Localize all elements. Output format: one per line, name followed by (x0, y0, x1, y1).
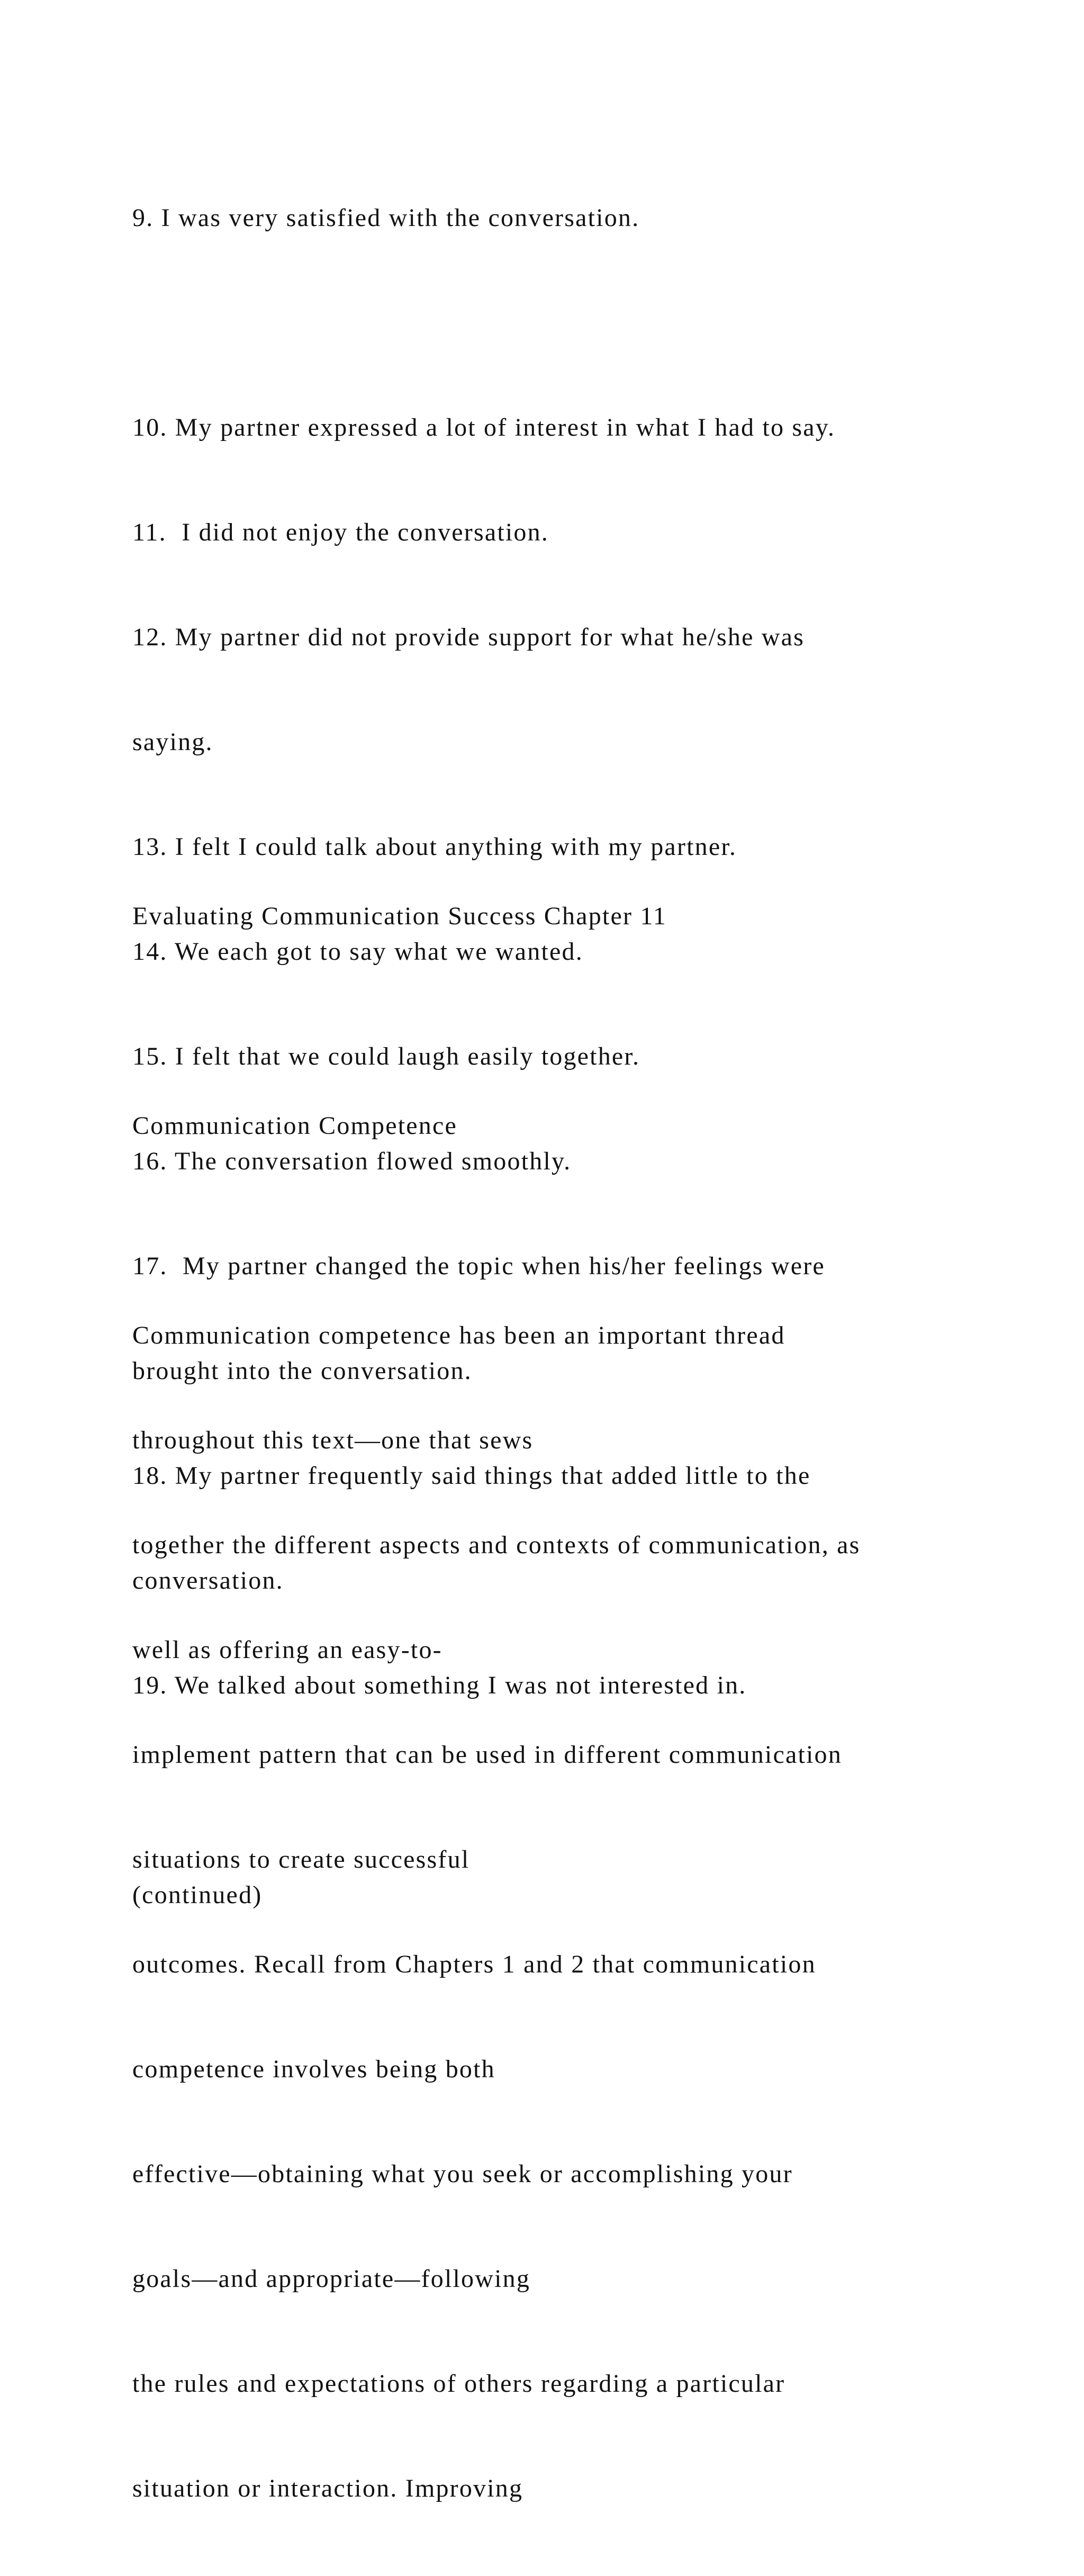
paragraph-line: together the different aspects and contexts of communication, as (132, 1531, 861, 1559)
survey-item-continuation: brought into the conversation. (132, 1357, 472, 1385)
paragraph-line: goals—and appropriate—following (132, 2265, 531, 2293)
continued-note: (continued) (132, 1881, 263, 1909)
chapter-section (132, 829, 990, 2576)
survey-item: 13. I felt I could talk about anything with my partner. (132, 833, 737, 861)
blank-line (132, 1213, 990, 1248)
survey-item: 19. We talked about something I was not interested in. (132, 1671, 747, 1699)
survey-item: 17. My partner changed the topic when his/her feelings were (132, 1252, 825, 1280)
paragraph-line: implement pattern that can be used in different communication (132, 1741, 842, 1769)
survey-item-continuation: saying. (132, 728, 213, 756)
survey-item: 12. My partner did not provide support for what he/she was (132, 623, 805, 651)
paragraph-line: throughout this text—one that sews (132, 1426, 534, 1454)
paragraph-line: Communication competence has been an important thread (132, 1321, 785, 1349)
paragraph-line: well as offering an easy-to- (132, 1636, 442, 1664)
blank-line (132, 1004, 990, 1039)
section-heading: Communication Competence (132, 1112, 458, 1140)
survey-item: 9. I was very satisfied with the conversation. (132, 204, 640, 232)
survey-item: 10. My partner expressed a lot of interest in what I had to say. (132, 413, 836, 442)
survey-item: 15. I felt that we could laugh easily together. (132, 1042, 640, 1070)
paragraph-line: effective—obtaining what you seek or accomplishing your (132, 2160, 793, 2188)
running-head: Evaluating Communication Success Chapter 11 (132, 902, 667, 930)
survey-item: 11. I did not enjoy the conversation. (132, 518, 549, 546)
survey-item: 16. The conversation flowed smoothly. (132, 1147, 572, 1175)
survey-item: 18. My partner frequently said things that added little to the (132, 1462, 811, 1490)
paragraph-line: the rules and expectations of others regarding a particular (132, 2370, 785, 2398)
paragraph-line: competence involves being both (132, 2055, 495, 2083)
paragraph-line: situation or interaction. Improving (132, 2474, 523, 2502)
blank-line (132, 305, 990, 340)
paragraph-line: situations to create successful (132, 1845, 470, 1874)
paragraph-line: outcomes. Recall from Chapters 1 and 2 that communication (132, 1950, 816, 1978)
survey-item: 14. We each got to say what we wanted. (132, 938, 583, 966)
survey-item-continuation: conversation. (132, 1566, 284, 1595)
